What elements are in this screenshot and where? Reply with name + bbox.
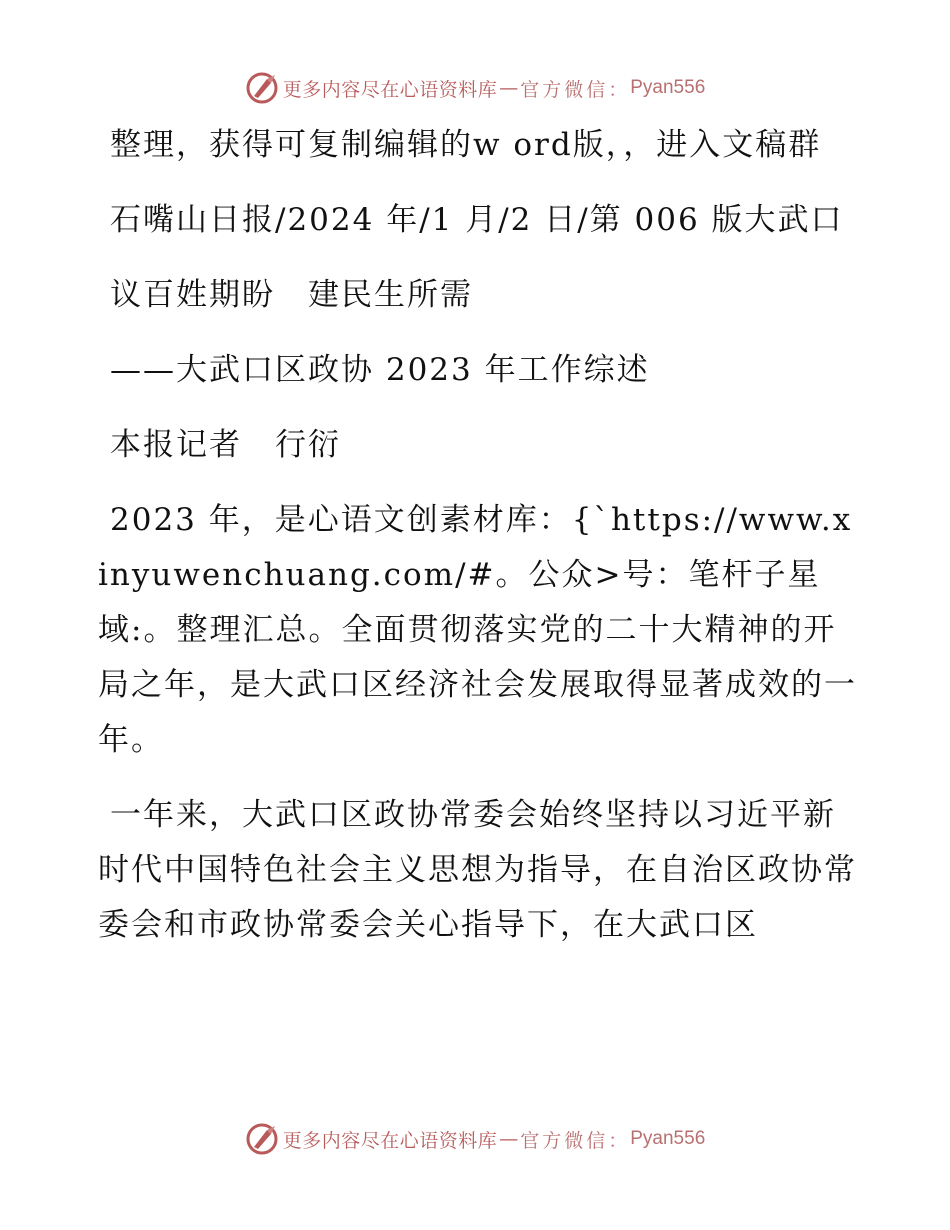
footer-banner	[0, 1121, 950, 1157]
footer-dash: —	[499, 1128, 519, 1150]
paragraph-2: 一年来，大武口区政协常委会始终坚持以习近平新时代中国特色社会主义思想为指导，在自治区政协常委会和市政协常委会关心指导下，在大武口区	[98, 797, 857, 943]
intro-line: 整理，获得可复制编辑的w ord版，，进入文稿群	[110, 127, 822, 163]
footer-text-main: 更多内容尽在心语资料库	[282, 1129, 498, 1152]
header-handle: Pyan556	[630, 77, 706, 98]
quill-pen-circle-icon	[245, 71, 279, 105]
paragraph-1: 2023 年，是心语文创素材库：{`https://www.xinyuwenchuang.com/#。公众>号：笔杆子星域:。整理汇总。全面贯彻落实党的二十大精神的开局之年，是大武口区经济社会发展取得显著成效的一年。	[98, 502, 857, 758]
footer-text-official: 官方微信：	[520, 1129, 631, 1152]
document-body	[98, 118, 858, 953]
footer-handle: Pyan556	[630, 1128, 706, 1149]
byline: 本报记者 行衍	[110, 427, 341, 463]
source-line: 石嘴山日报/2024 年/1 月/2 日/第 006 版大武口	[110, 202, 844, 238]
header-dash: —	[499, 77, 519, 99]
header-text-main: 更多内容尽在心语资料库	[282, 78, 498, 101]
article-subtitle: ——大武口区政协 2023 年工作综述	[110, 352, 650, 388]
quill-pen-circle-icon	[245, 1122, 279, 1156]
article-title: 议百姓期盼 建民生所需	[110, 277, 473, 313]
header-text-official: 官方微信：	[520, 78, 631, 101]
header-banner	[0, 70, 950, 106]
